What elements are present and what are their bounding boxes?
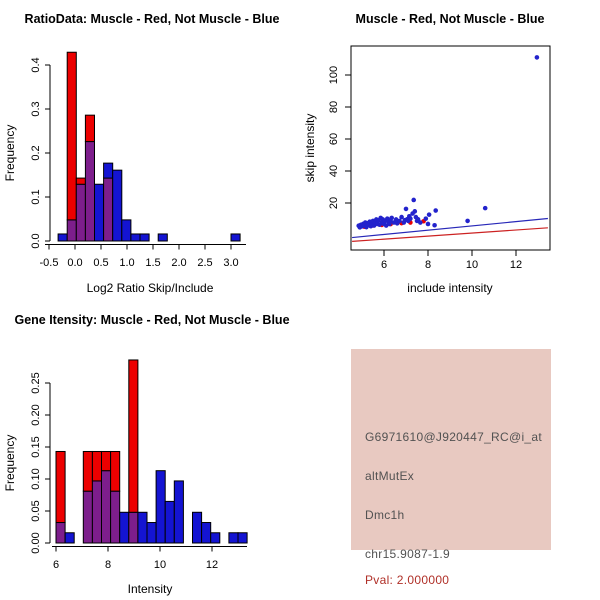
scatter-point-not-muscle [427,212,432,217]
hist-bar-notmuscle [156,471,165,543]
intensity_scatter-group [303,12,550,295]
probe-id-text: G6971610@J920447_RC@i_at [365,430,543,444]
x-tick-label: 6 [380,259,388,271]
hist-bar-muscle [83,451,92,491]
hist-bar-notmuscle [193,512,202,543]
y-tick-label: 40 [328,164,340,178]
hist-bar-notmuscle [58,234,67,241]
hist-bar-notmuscle [113,170,122,241]
hist-bar-notmuscle [211,533,220,543]
scatter-point-not-muscle [413,209,418,214]
y-axis-title: Frequency [3,124,17,182]
hist-bar-muscle [67,52,76,220]
pval-text: Pval: 2.000000 [365,573,450,587]
hist-bar-notmuscle [202,523,211,543]
scatter-point-not-muscle [465,219,470,224]
y-axis-title: Frequency [3,434,17,492]
y-tick-label: 60 [328,132,340,146]
scatter-point-not-muscle [432,223,437,228]
scatter-point-not-muscle [424,216,429,221]
hist-bar-notmuscle [165,501,174,543]
x-tick-label: 2.5 [197,257,213,269]
hist-bar-notmuscle [158,234,167,241]
hist-bar-overlap [83,491,92,543]
scatter-point-not-muscle [418,220,423,225]
y-tick-label: 0.25 [30,372,42,394]
hist-bar-overlap [76,184,85,241]
x-tick-label: -0.5 [39,257,59,269]
hist-bar-notmuscle [104,163,113,178]
x-axis-title: Intensity [127,582,173,596]
hist-bar-notmuscle [229,533,238,543]
x-tick-label: 1.0 [119,257,135,269]
y-tick-label: 100 [328,65,340,85]
hist-bar-muscle [111,451,120,491]
hist-bar-notmuscle [95,184,104,241]
gene-info-box [351,349,551,587]
x-tick-label: 12 [509,259,523,271]
x-tick-label: 12 [205,559,219,571]
x-tick-label: 8 [424,259,432,271]
gene-intensity-histogram-panel [0,300,300,600]
hist-bar-overlap [92,481,101,543]
y-tick-label: 0.10 [30,468,42,490]
x-axis-title: include intensity [407,281,493,295]
gene-info-quadrant [300,300,600,600]
hist-bar-muscle [56,451,65,522]
x-tick-label: 8 [104,559,112,571]
y-tick-label: 80 [328,100,340,114]
hist-bar-overlap [56,523,65,543]
hist-bar-overlap [129,512,138,543]
hist-bar-muscle [92,451,101,480]
ratio_hist-group [3,12,279,295]
hist-bar-muscle [85,115,94,141]
hist-bar-notmuscle [174,481,183,543]
scatter-point-not-muscle [408,216,413,221]
hist-bar-overlap [102,471,111,543]
scatter-point-not-muscle [483,206,488,211]
event-type-text: altMutEx [365,469,415,483]
scatter-point-not-muscle [389,216,394,221]
gene_hist-group [3,313,290,596]
hist-bar-notmuscle [120,512,129,543]
x-axis-title: Log2 Ratio Skip/Include [86,281,214,295]
y-tick-label: 0.15 [30,436,42,458]
intensity-scatterplot-panel [300,0,600,300]
hist-bar-notmuscle [131,234,140,241]
x-tick-label: 10 [465,259,479,271]
hist-bar-notmuscle [238,533,247,543]
y-tick-label: 0.3 [30,101,42,117]
hist-bar-notmuscle [138,512,147,543]
location-text: chr15.9087-1.9 [365,547,450,561]
hist-bar-overlap [67,220,76,241]
y-tick-label: 20 [328,196,340,210]
y-tick-label: 0.00 [30,532,42,554]
scatter-point-not-muscle [411,198,416,203]
hist-bar-muscle [129,360,138,512]
x-tick-label: 0.0 [67,257,83,269]
ratiodata-histogram-panel [0,0,300,300]
hist-bar-overlap [111,491,120,543]
x-tick-label: 0.5 [93,257,109,269]
hist-bar-muscle [102,451,111,470]
hist-bar-notmuscle [65,533,74,543]
y-axis-title: skip intensity [303,113,317,183]
hist-bar-notmuscle [122,220,131,241]
x-tick-label: 1.5 [145,257,161,269]
hist-bar-notmuscle [147,523,156,543]
y-tick-label: 0.0 [30,233,42,249]
hist-bar-notmuscle [231,234,240,241]
hist-bar-overlap [85,142,94,241]
y-tick-label: 0.1 [30,189,42,205]
x-tick-label: 10 [153,559,167,571]
gene-name-text: Dmc1h [365,508,405,522]
chart-title: RatioData: Muscle - Red, Not Muscle - Blue [24,12,280,26]
hist-bar-muscle [76,178,85,184]
hist-bar-overlap [104,178,113,241]
y-tick-label: 0.05 [30,500,42,522]
hist-bar-notmuscle [140,234,149,241]
x-tick-label: 6 [52,559,60,571]
chart-title: Gene Itensity: Muscle - Red, Not Muscle - Blue [14,313,290,327]
y-tick-label: 0.20 [30,404,42,426]
scatter-point-not-muscle [404,207,409,212]
x-tick-label: 2.0 [171,257,187,269]
chart-title: Muscle - Red, Not Muscle - Blue [355,12,545,26]
scatter-point-not-muscle [426,222,431,227]
x-tick-label: 3.0 [223,257,239,269]
scatter-point-not-muscle [433,208,438,213]
scatter-point-not-muscle [535,55,540,60]
y-tick-label: 0.2 [30,145,42,161]
scatter-point-not-muscle [397,219,402,224]
y-tick-label: 0.4 [30,57,42,73]
